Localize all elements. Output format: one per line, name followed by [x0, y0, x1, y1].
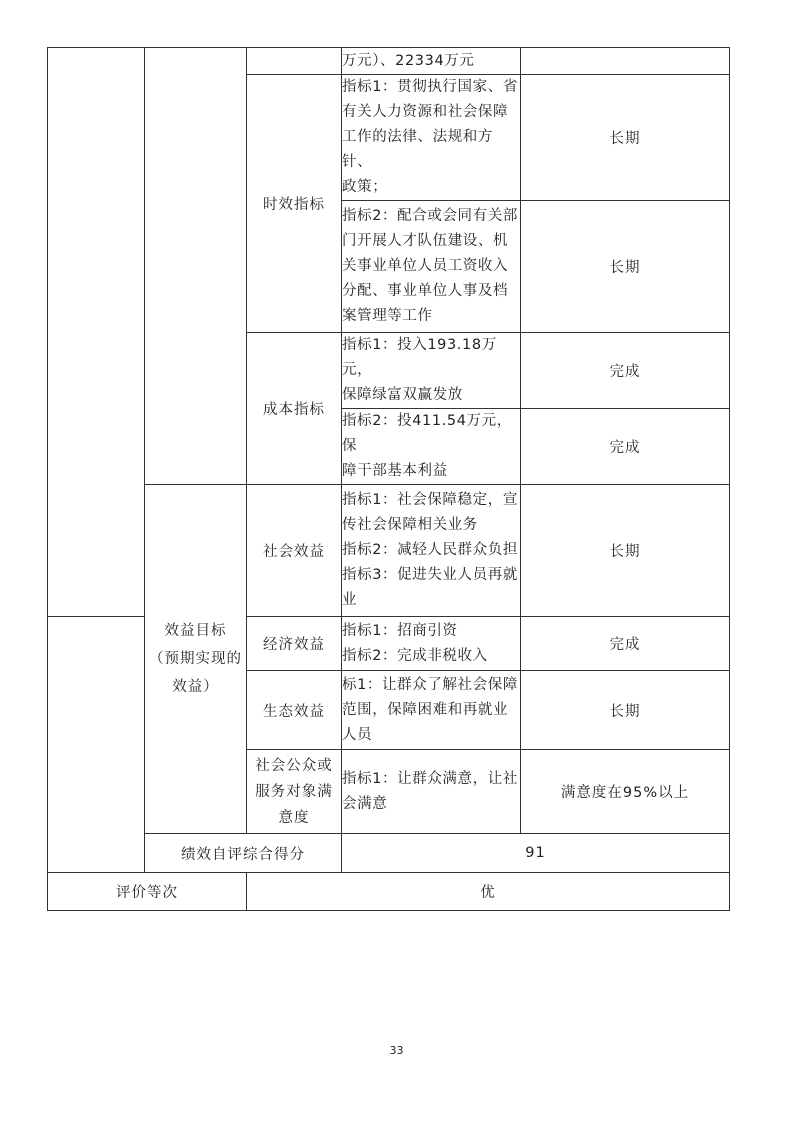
indicator-content: 指标1：招商引资 指标2：完成非税收入: [342, 617, 521, 671]
cost-category: 成本指标: [247, 333, 342, 485]
indicator-content: 指标1：社会保障稳定，宣 传社会保障相关业务 指标2：减轻人民群众负担 指标3：促进失业人员再就 业: [342, 485, 521, 617]
grade-label: 评价等次: [48, 873, 247, 911]
indicator-value: 满意度在95%以上: [521, 750, 730, 834]
indicator-content: 指标1：贯彻执行国家、省 有关人力资源和社会保障 工作的法律、法规和方针、 政策；: [342, 75, 521, 201]
indicator-value: 长期: [521, 671, 730, 750]
indicator-value: 长期: [521, 75, 730, 201]
economic-benefit-category: 经济效益: [247, 617, 342, 671]
indicator-content: 万元）、22334万元: [342, 48, 521, 75]
grade-value: 优: [247, 873, 730, 911]
level1-category-cell: [48, 617, 145, 873]
table-row: [48, 873, 730, 911]
timeliness-category: 时效指标: [247, 75, 342, 333]
indicator-content: 指标1：让群众满意，让社 会满意: [342, 750, 521, 834]
indicator-value: 长期: [521, 485, 730, 617]
indicator-content: 指标2：配合或会同有关部 门开展人才队伍建设、机 关事业单位人员工资收入 分配、事业单位人事及档 案管理等工作: [342, 201, 521, 333]
satisfaction-category: 社会公众或 服务对象满 意度: [247, 750, 342, 834]
indicator-value: 完成: [521, 333, 730, 409]
table-row: [48, 834, 730, 873]
indicator-content: 指标1：投入193.18万元， 保障绿富双赢发放: [342, 333, 521, 409]
score-label: 绩效自评综合得分: [145, 834, 342, 873]
indicator-content: 标1：让群众了解社会保障 范围，保障困难和再就业 人员: [342, 671, 521, 750]
level3-category-cell: [247, 48, 342, 75]
level1-category-cell: [48, 48, 145, 617]
table-row: [48, 485, 730, 617]
benefit-goal-category: 效益目标 （预期实现的 效益）: [145, 485, 247, 834]
performance-table: [47, 47, 730, 911]
indicator-content: 指标2：投411.54万元，保 障干部基本利益: [342, 409, 521, 485]
social-benefit-category: 社会效益: [247, 485, 342, 617]
score-value: 91: [342, 834, 730, 873]
indicator-value: 完成: [521, 617, 730, 671]
indicator-value: 完成: [521, 409, 730, 485]
ecological-benefit-category: 生态效益: [247, 671, 342, 750]
table-row: [48, 48, 730, 75]
indicator-value: [521, 48, 730, 75]
indicator-value: 长期: [521, 201, 730, 333]
level2-category-cell: [145, 48, 247, 485]
page-number: 33: [389, 1044, 404, 1057]
